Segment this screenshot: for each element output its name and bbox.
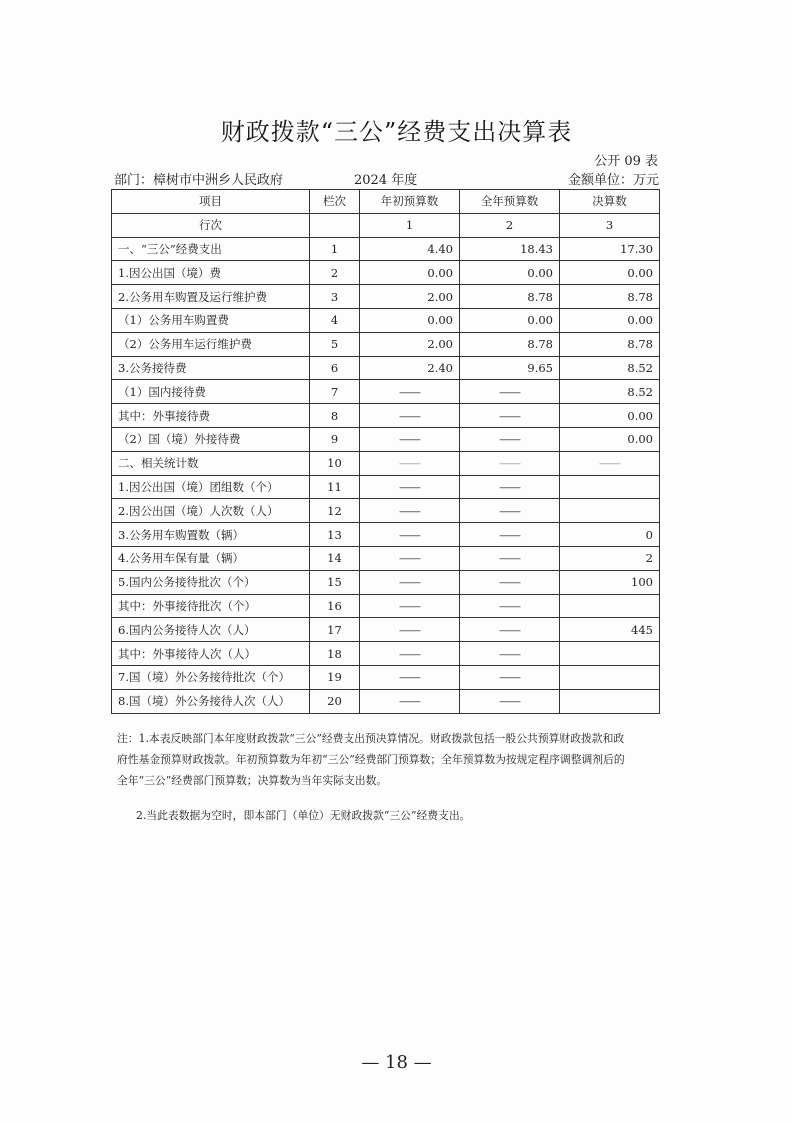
column-header: 决算数	[560, 190, 660, 214]
row-item: 1.因公出国（境）团组数（个）	[112, 475, 310, 499]
table-row	[112, 594, 660, 618]
row-number: 2	[310, 261, 360, 285]
row-value-c1: ——	[360, 427, 460, 451]
row-value-c2: 8.78	[460, 285, 560, 309]
row-number: 13	[310, 523, 360, 547]
row-value-c1: 0.00	[360, 261, 460, 285]
row-value-c1: 2.00	[360, 285, 460, 309]
row-value-c2: ——	[460, 642, 560, 666]
table-row	[112, 642, 660, 666]
row-value-c2: ——	[460, 570, 560, 594]
expenditure-table	[111, 189, 660, 714]
footnote-1	[117, 728, 662, 791]
row-value-c3: 0.00	[560, 427, 660, 451]
row-number: 6	[310, 356, 360, 380]
row-number: 5	[310, 332, 360, 356]
row-number: 7	[310, 380, 360, 404]
table-row	[112, 665, 660, 689]
row-item: 1.因公出国（境）费	[112, 261, 310, 285]
row-value-c1: ——	[360, 546, 460, 570]
row-value-c3: 100	[560, 570, 660, 594]
row-value-c3: ——	[560, 451, 660, 475]
row-item: 其中：外事接待费	[112, 404, 310, 428]
row-item: （2）公务用车运行维护费	[112, 332, 310, 356]
row-item: 3.公务用车购置数（辆）	[112, 523, 310, 547]
row-value-c3	[560, 665, 660, 689]
row-item: （2）国（境）外接待费	[112, 427, 310, 451]
row-number: 4	[310, 308, 360, 332]
row-value-c1: ——	[360, 570, 460, 594]
table-row	[112, 285, 660, 309]
row-number: 10	[310, 451, 360, 475]
table-row	[112, 499, 660, 523]
row-value-c2: ——	[460, 689, 560, 713]
row-item: 其中：外事接待人次（人）	[112, 642, 310, 666]
row-value-c2: ——	[460, 427, 560, 451]
department-label: 部门：樟树市中洲乡人民政府	[114, 173, 284, 188]
row-number: 1	[310, 237, 360, 261]
column-header: 年初预算数	[360, 190, 460, 214]
page-title: 财政拨款“三公”经费支出决算表	[220, 118, 573, 146]
column-subheader: 1	[360, 213, 460, 237]
table-row	[112, 332, 660, 356]
table-row	[112, 570, 660, 594]
row-value-c3: 8.52	[560, 380, 660, 404]
table-row	[112, 618, 660, 642]
fiscal-year: 2024 年度	[354, 173, 418, 188]
row-value-c3: 0.00	[560, 261, 660, 285]
row-value-c3: 2	[560, 546, 660, 570]
table-row	[112, 308, 660, 332]
row-value-c1: ——	[360, 475, 460, 499]
footnote-1-line: 注：1.本表反映部门本年度财政拨款“三公”经费支出预决算情况。财政拨款包括一般公共预算财政拨款和政	[117, 732, 625, 745]
row-value-c2: ——	[460, 451, 560, 475]
row-value-c2: ——	[460, 404, 560, 428]
row-value-c1: ——	[360, 499, 460, 523]
column-subheader: 行次	[112, 213, 310, 237]
row-item: 3.公务接待费	[112, 356, 310, 380]
table-row	[112, 261, 660, 285]
footnote-1-line: 府性基金预算财政拨款。年初预算数为年初“三公”经费部门预算数；全年预算数为按规定程序调整调剂后的	[117, 753, 625, 766]
table-row	[112, 356, 660, 380]
row-item: 一、“三公”经费支出	[112, 237, 310, 261]
row-value-c1: ——	[360, 618, 460, 642]
form-number: 公开 09 表	[594, 154, 658, 169]
row-value-c2: ——	[460, 380, 560, 404]
row-number: 9	[310, 427, 360, 451]
row-item: 二、相关统计数	[112, 451, 310, 475]
row-value-c3: 445	[560, 618, 660, 642]
row-item: 其中：外事接待批次（个）	[112, 594, 310, 618]
row-value-c1: ——	[360, 451, 460, 475]
row-number: 18	[310, 642, 360, 666]
table-row	[112, 546, 660, 570]
row-value-c2: ——	[460, 665, 560, 689]
row-value-c2: ——	[460, 594, 560, 618]
row-value-c3: 0.00	[560, 404, 660, 428]
row-value-c3: 0.00	[560, 308, 660, 332]
row-value-c3: 8.52	[560, 356, 660, 380]
footnote-1-line: 全年“三公”经费部门预算数；决算数为当年实际支出数。	[117, 774, 388, 787]
row-number: 3	[310, 285, 360, 309]
table-header-row	[112, 190, 660, 214]
row-value-c3	[560, 475, 660, 499]
row-value-c2: ——	[460, 546, 560, 570]
row-value-c3	[560, 499, 660, 523]
page-number: — 18 —	[361, 1052, 432, 1073]
row-value-c3: 8.78	[560, 285, 660, 309]
row-value-c1: 0.00	[360, 308, 460, 332]
row-value-c1: 2.40	[360, 356, 460, 380]
row-value-c2: ——	[460, 475, 560, 499]
table-row	[112, 523, 660, 547]
row-value-c1: ——	[360, 523, 460, 547]
row-item: 7.国（境）外公务接待批次（个）	[112, 665, 310, 689]
table-row	[112, 427, 660, 451]
row-number: 20	[310, 689, 360, 713]
row-number: 12	[310, 499, 360, 523]
row-number: 8	[310, 404, 360, 428]
row-number: 16	[310, 594, 360, 618]
meta-row	[114, 169, 659, 187]
column-header: 栏次	[310, 190, 360, 214]
table-row	[112, 380, 660, 404]
row-value-c1: ——	[360, 404, 460, 428]
row-item: 2.公务用车购置及运行维护费	[112, 285, 310, 309]
row-item: 5.国内公务接待批次（个）	[112, 570, 310, 594]
row-value-c2: 9.65	[460, 356, 560, 380]
row-number: 15	[310, 570, 360, 594]
column-header: 项目	[112, 190, 310, 214]
row-number: 11	[310, 475, 360, 499]
row-item: 4.公务用车保有量（辆）	[112, 546, 310, 570]
row-item: （1）国内接待费	[112, 380, 310, 404]
row-value-c3	[560, 642, 660, 666]
row-value-c1: ——	[360, 689, 460, 713]
row-value-c3: 17.30	[560, 237, 660, 261]
column-subheader: 3	[560, 213, 660, 237]
row-value-c3: 0	[560, 523, 660, 547]
row-value-c2: 8.78	[460, 332, 560, 356]
row-value-c1: ——	[360, 665, 460, 689]
row-value-c1: ——	[360, 642, 460, 666]
row-value-c2: ——	[460, 523, 560, 547]
row-value-c2: 0.00	[460, 308, 560, 332]
row-value-c3: 8.78	[560, 332, 660, 356]
row-value-c2: ——	[460, 618, 560, 642]
row-value-c2: 18.43	[460, 237, 560, 261]
row-value-c1: ——	[360, 380, 460, 404]
table-row	[112, 451, 660, 475]
row-value-c3	[560, 594, 660, 618]
row-item: （1）公务用车购置费	[112, 308, 310, 332]
row-value-c1: 2.00	[360, 332, 460, 356]
row-value-c2: ——	[460, 499, 560, 523]
row-item: 6.国内公务接待人次（人）	[112, 618, 310, 642]
column-subheader	[310, 213, 360, 237]
row-value-c1: 4.40	[360, 237, 460, 261]
row-value-c2: 0.00	[460, 261, 560, 285]
table-row	[112, 689, 660, 713]
row-item: 8.国（境）外公务接待人次（人）	[112, 689, 310, 713]
column-subheader: 2	[460, 213, 560, 237]
column-header: 全年预算数	[460, 190, 560, 214]
row-number: 19	[310, 665, 360, 689]
row-value-c3	[560, 689, 660, 713]
table-subheader-row	[112, 213, 660, 237]
row-number: 14	[310, 546, 360, 570]
row-item: 2.因公出国（境）人次数（人）	[112, 499, 310, 523]
row-value-c1: ——	[360, 594, 460, 618]
table-row	[112, 237, 660, 261]
footnote-2: 2.当此表数据为空时，即本部门（单位）无财政拨款“三公”经费支出。	[136, 809, 471, 822]
table-row	[112, 475, 660, 499]
amount-unit: 金额单位：万元	[567, 173, 659, 188]
table-row	[112, 404, 660, 428]
row-number: 17	[310, 618, 360, 642]
